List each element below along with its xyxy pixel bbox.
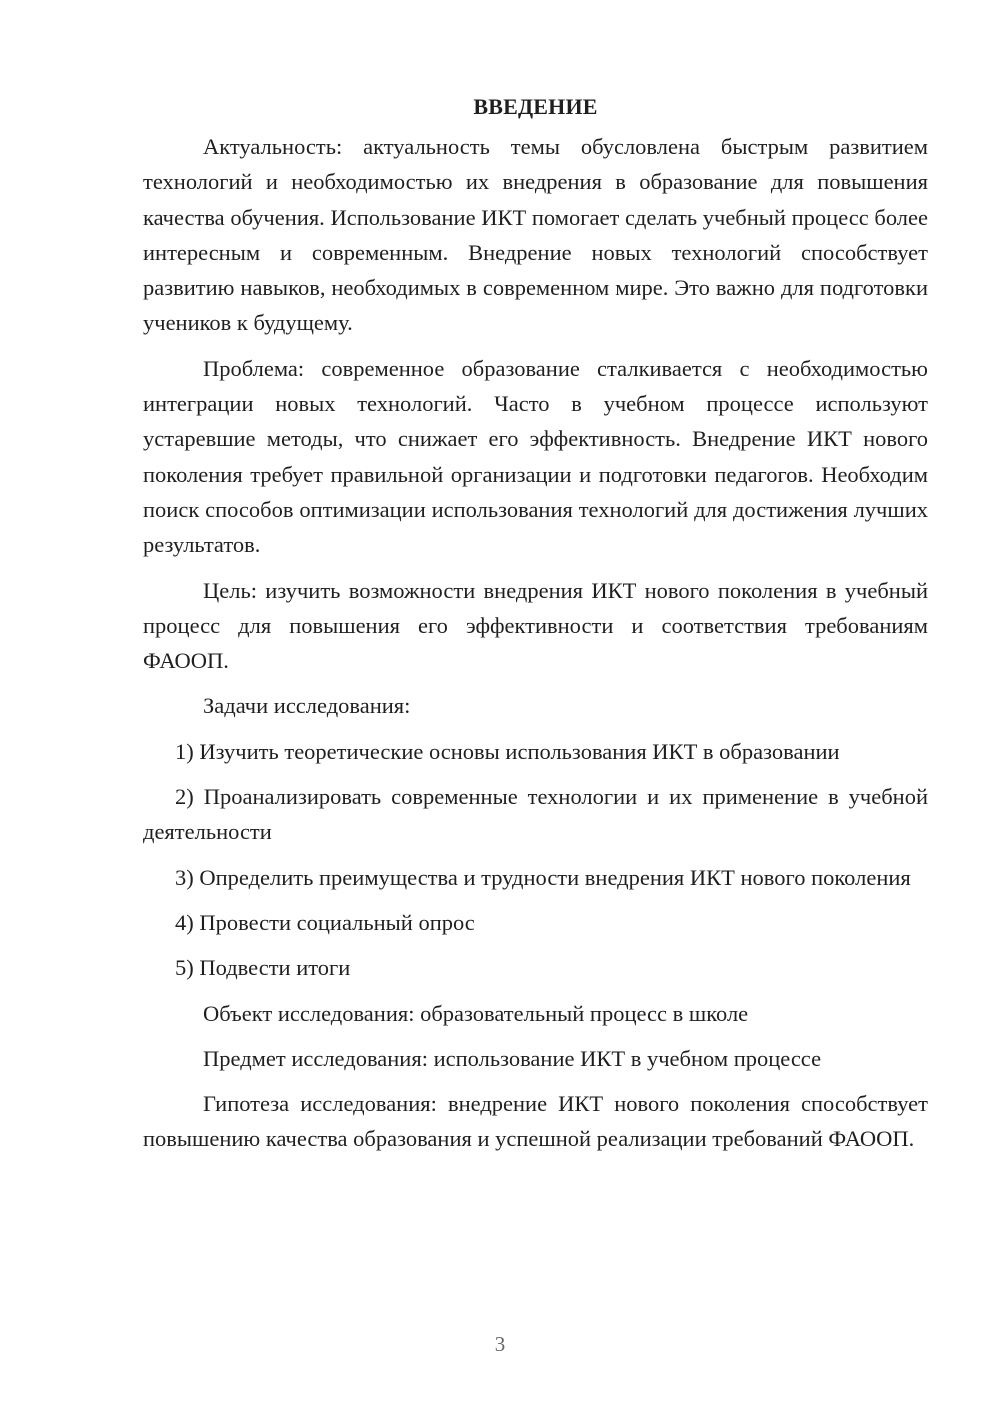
hypothesis-paragraph: Гипотеза исследования: внедрение ИКТ нового поколения способствует повышению качества образования и успешной реализации требований ФАООП. — [143, 1091, 928, 1152]
subject-paragraph: Предмет исследования: использование ИКТ в учебном процессе — [203, 1045, 822, 1071]
task-item-4: 4) Провести социальный опрос — [175, 909, 475, 935]
tasks-heading: Задачи исследования: — [203, 693, 411, 719]
relevance-paragraph: Актуальность: актуальность темы обусловлена быстрым развитием технологий и необходимостью их внедрения в образование для повышения качества обучения. Использование ИКТ помогает сделать учебный процесс более интересным и современным. Внедрение новых технологий способствует развитию навыков, необходимых в современном мире. Это важно для подготовки учеников к будущему. — [143, 134, 928, 336]
task-item-1: 1) Изучить теоретические основы использования ИКТ в образовании — [175, 738, 840, 764]
section-title: ВВЕДЕНИЕ — [473, 94, 598, 119]
problem-paragraph: Проблема: современное образование сталкивается с необходимостью интеграции новых технологий. Часто в учебном процессе используют устаревшие методы, что снижает его эффективность. Внедрение ИКТ нового поколения требует правильной организации и подготовки педагогов. Необходим поиск способов оптимизации использования технологий для достижения лучших результатов. — [143, 355, 928, 558]
document-page — [143, 92, 928, 1167]
task-item-2: 2) Проанализировать современные технологии и их применение в учебной деятельности — [143, 784, 928, 845]
task-item-3: 3) Определить преимущества и трудности внедрения ИКТ нового поколения — [175, 864, 911, 890]
object-paragraph: Объект исследования: образовательный процесс в школе — [203, 1000, 749, 1026]
task-item-5: 5) Подвести итоги — [175, 955, 351, 981]
goal-paragraph: Цель: изучить возможности внедрения ИКТ нового поколения в учебный процесс для повышения его эффективности и соответствия требованиям ФАООП. — [143, 577, 928, 674]
page-number: 3 — [494, 1332, 506, 1356]
